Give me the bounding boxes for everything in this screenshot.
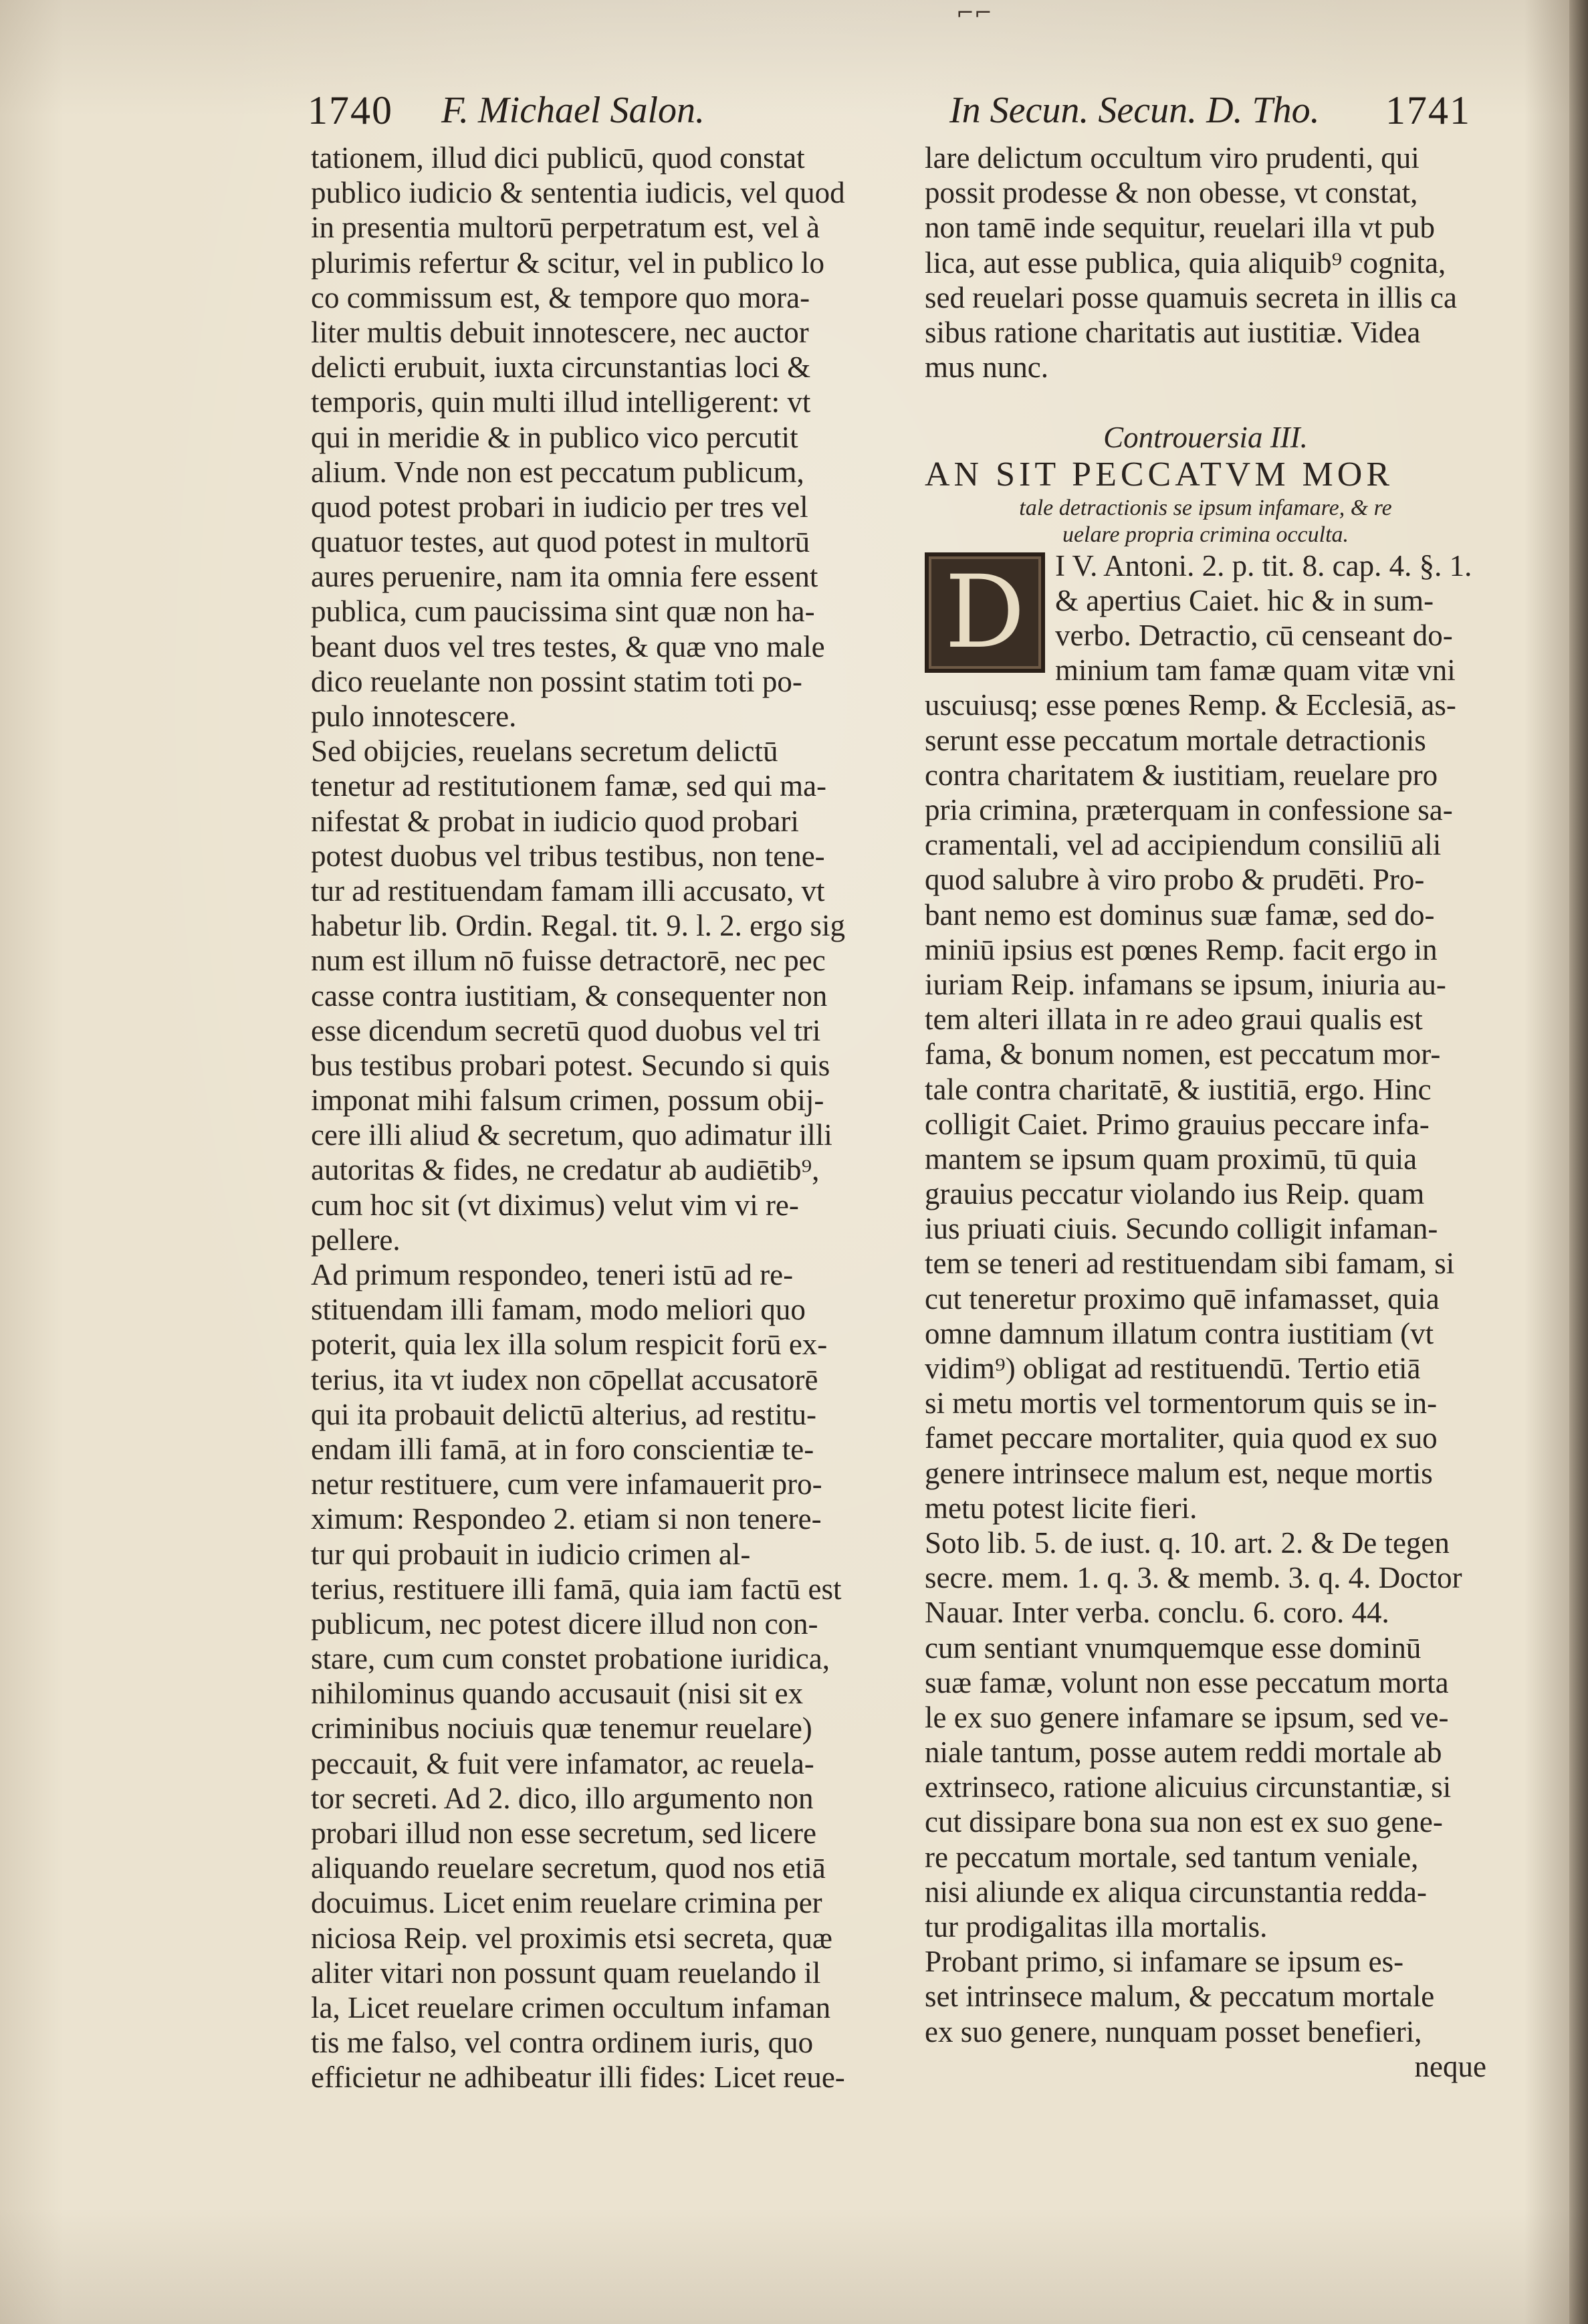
- page-binding-shadow: [1569, 0, 1588, 2324]
- text-line: num est illum nō fuisse detractorē, nec pec: [311, 944, 826, 978]
- right-page-header: [923, 80, 1471, 140]
- text-line: le ex suo genere infamare se ipsum, sed ve-: [925, 1700, 1449, 1734]
- text-line: mus nunc.: [925, 350, 1048, 385]
- text-line: terius, ita vt iudex non cōpellat accusatorē: [311, 1362, 818, 1396]
- text-line: colligit Caiet. Primo grauius peccare infa-: [925, 1107, 1430, 1141]
- text-line: cere illi aliud & secretum, quo adimatur illi: [311, 1118, 832, 1152]
- text-line: tale contra charitatē, & iustitiā, ergo. Hinc: [925, 1072, 1432, 1106]
- right-page-number: 1741: [1385, 88, 1471, 132]
- text-line: beant duos vel tres testes, & quæ vno male: [311, 629, 825, 663]
- text-line: stare, cum cum constet probatione iuridica,: [311, 1642, 830, 1676]
- text-line: tur prodigalitas illa mortalis.: [925, 1910, 1268, 1943]
- text-line: qui in meridie & in publico vico percutit: [311, 420, 798, 454]
- text-line: pellere.: [311, 1223, 401, 1257]
- text-line: cut teneretur proximo quē infamasset, quia: [925, 1281, 1440, 1315]
- text-line: probari illud non esse secretum, sed licere: [311, 1816, 816, 1850]
- text-line: habetur lib. Ordin. Regal. tit. 9. l. 2. ergo sig: [311, 909, 846, 943]
- text-line: autoritas & fides, ne credatur ab audiētib⁹,: [311, 1153, 820, 1187]
- text-line: niciosa Reip. vel proximis etsi secreta, quæ: [311, 1921, 832, 1955]
- text-line: cum sentiant vnumquemque esse dominū: [925, 1630, 1422, 1665]
- text-line: grauius peccatur violando ius Reip. quam: [925, 1177, 1425, 1211]
- text-line: qui ita probauit delictū alterius, ad restitu-: [311, 1397, 817, 1431]
- text-line: criminibus nociuis quæ tenemur reuelare): [311, 1711, 812, 1746]
- text-line: tur qui probauit in iudicio crimen al-: [311, 1537, 751, 1571]
- text-line: tor secreti. Ad 2. dico, illo argumento non: [311, 1781, 814, 1815]
- text-line: esse dicendum secretū quod duobus vel tri: [311, 1013, 821, 1047]
- text-line: verbo. Detractio, cū censeant do-: [1055, 619, 1453, 653]
- text-line: terius, restituere illi famā, quia iam factū est: [311, 1572, 842, 1606]
- text-line: aliter vitari non possunt quam reuelando il: [311, 1956, 821, 1990]
- text-line: si metu mortis vel tormentorum quis se in-: [925, 1386, 1438, 1420]
- text-line: ximum: Respondeo 2. etiam si non tenere-: [311, 1502, 822, 1536]
- text-line: secre. mem. 1. q. 3. & memb. 3. q. 4. Doctor: [925, 1561, 1462, 1595]
- text-line: I V. Antoni. 2. p. tit. 8. cap. 4. §. 1.: [1055, 548, 1472, 583]
- print-mark: ⌐⌐: [956, 0, 992, 25]
- section-subtitle-line: uelare propria crimina occulta.: [1062, 522, 1349, 547]
- text-line: quatuor testes, aut quod potest in multorū: [311, 525, 810, 559]
- left-running-title: F. Michael Salon.: [441, 90, 705, 131]
- text-line: quod salubre à viro probo & prudēti. Pro-: [925, 863, 1425, 897]
- text-line: minium tam famæ quam vitæ vni: [1055, 653, 1456, 688]
- text-line: netur restituere, cum vere infamauerit pro-: [311, 1467, 822, 1501]
- text-line: nihilominus quando accusauit (nisi sit ex: [311, 1677, 804, 1711]
- text-line: bant nemo est dominus suæ famæ, sed do-: [925, 897, 1435, 932]
- text-line: aures peruenire, nam ita omnia fere essent: [311, 560, 818, 594]
- text-line: serunt esse peccatum mortale detractionis: [925, 723, 1426, 757]
- text-line: in presentia multorū perpetratum est, vel à: [311, 211, 820, 245]
- text-line: temporis, quin multi illud intelligerent: vt: [311, 385, 811, 419]
- left-page-header: [308, 80, 909, 140]
- left-text-column: [311, 140, 899, 2095]
- controversia-heading: Controuersia III.: [1103, 420, 1308, 454]
- text-line: delicti erubuit, iuxta circunstantias loci &: [311, 350, 811, 385]
- text-line: suæ famæ, volunt non esse peccatum morta: [925, 1665, 1449, 1699]
- left-page-number: 1740: [308, 88, 393, 132]
- text-line: ius priuati ciuis. Secundo colligit infaman-: [925, 1212, 1438, 1246]
- text-line: niale tantum, posse autem reddi mortale ab: [925, 1735, 1442, 1770]
- catchword: neque: [1414, 2049, 1486, 2083]
- text-line: non tamē inde sequitur, reuelari illa vt pub: [925, 211, 1435, 245]
- section-title: AN SIT PECCATVM MOR: [925, 455, 1394, 494]
- text-line: dico reuelante non possint statim toti po-: [311, 664, 802, 698]
- text-line: ex suo genere, nunquam posset benefieri,: [925, 2014, 1422, 2048]
- text-line: tem alteri illata in re adeo graui qualis est: [925, 1002, 1423, 1037]
- text-line: tenetur ad restitutionem famæ, sed qui ma-: [311, 769, 827, 803]
- text-line: lare delictum occultum viro prudenti, qui: [925, 141, 1420, 175]
- right-running-title: In Secun. Secun. D. Tho.: [949, 90, 1320, 131]
- text-line: & apertius Caiet. hic & in sum-: [1055, 583, 1434, 617]
- text-line: nisi aliunde ex aliqua circunstantia redda-: [925, 1875, 1427, 1909]
- text-line: endam illi famā, at in foro conscientiæ te-: [311, 1432, 814, 1466]
- text-line: tationem, illud dici publicū, quod constat: [311, 141, 805, 175]
- text-line: metu potest licite fieri.: [925, 1491, 1198, 1525]
- text-line: nifestat & probat in iudicio quod probari: [311, 804, 799, 838]
- text-line: cramentali, vel ad accipiendum consiliū ali: [925, 828, 1442, 862]
- text-line: tem se teneri ad restituendam sibi famam, si: [925, 1247, 1455, 1281]
- text-line: alium. Vnde non est peccatum publicum,: [311, 455, 804, 489]
- text-line: vidim⁹) obligat ad restituendū. Tertio etiā: [925, 1352, 1421, 1385]
- text-line: sibus ratione charitatis aut iustitiæ. Videa: [925, 315, 1421, 349]
- text-line: efficietur ne adhibeatur illi fides: Licet reue-: [311, 2061, 845, 2095]
- text-line: pulo innotescere.: [311, 700, 517, 733]
- text-line: casse contra iustitiam, & consequenter non: [311, 978, 828, 1013]
- text-line: Soto lib. 5. de iust. q. 10. art. 2. & De tegen: [925, 1525, 1450, 1560]
- text-line: sed reuelari posse quamuis secreta in illis ca: [925, 280, 1457, 314]
- text-line: publica, cum paucissima sint quæ non ha-: [311, 595, 815, 629]
- text-line: genere intrinsece malum est, neque mortis: [925, 1456, 1433, 1490]
- text-line: lica, aut esse publica, quia aliquib⁹ cognita,: [925, 245, 1446, 280]
- text-line: famet peccare mortaliter, quia quod ex suo: [925, 1421, 1438, 1455]
- text-line: possit prodesse & non obesse, vt constat,: [925, 176, 1418, 210]
- text-line: cut dissipare bona sua non est ex suo gene-: [925, 1805, 1443, 1839]
- text-line: contra charitatem & iustitiam, reuelare pro: [925, 758, 1438, 792]
- text-line: Sed obijcies, reuelans secretum delictū: [311, 734, 778, 768]
- text-line: iuriam Reip. infamans se ipsum, iniuria au-: [925, 967, 1446, 1001]
- text-line: fama, & bonum nomen, est peccatum mor-: [925, 1037, 1441, 1071]
- text-line: potest duobus vel tribus testibus, non tene-: [311, 839, 825, 873]
- text-line: re peccatum mortale, sed tantum veniale,: [925, 1840, 1419, 1874]
- text-line: Ad primum respondeo, teneri istū ad re-: [311, 1258, 794, 1291]
- text-line: la, Licet reuelare crimen occultum infaman: [311, 1990, 831, 2024]
- text-line: liter multis debuit innotescere, nec auctor: [311, 315, 809, 349]
- text-line: Probant primo, si infamare se ipsum es-: [925, 1945, 1404, 1979]
- text-line: quod potest probari in iudicio per tres vel: [311, 490, 808, 524]
- text-line: aliquando reuelare secretum, quod nos etiā: [311, 1851, 826, 1885]
- decorated-initial: D: [925, 552, 1045, 673]
- text-line: tur ad restituendam famam illi accusato, vt: [311, 873, 825, 908]
- text-line: poterit, quia lex illa solum respicit forū ex-: [311, 1328, 828, 1362]
- text-line: omne damnum illatum contra iustitiam (vt: [925, 1316, 1434, 1350]
- text-line: extrinseco, ratione alicuius circunstantiæ, si: [925, 1770, 1452, 1804]
- text-line: peccauit, & fuit vere infamator, ac reuela-: [311, 1746, 814, 1780]
- blank-line: [925, 385, 1486, 419]
- section-subtitle-line: tale detractionis se ipsum infamare, & re: [1019, 495, 1392, 520]
- right-text-column: [925, 140, 1486, 2084]
- text-line: plurimis refertur & scitur, vel in publico lo: [311, 245, 825, 280]
- text-line: Nauar. Inter verba. conclu. 6. coro. 44.: [925, 1596, 1389, 1630]
- text-line: cum hoc sit (vt diximus) velut vim vi re-: [311, 1188, 799, 1222]
- text-line: miniū ipsius est pœnes Remp. facit ergo in: [925, 932, 1438, 966]
- text-line: stituendam illi famam, modo meliori quo: [311, 1293, 806, 1327]
- text-line: uscuiusq; esse pœnes Remp. & Ecclesiā, as-: [925, 688, 1456, 722]
- text-line: tis me falso, vel contra ordinem iuris, quo: [311, 2026, 814, 2060]
- text-line: pria crimina, præterquam in confessione sa-: [925, 793, 1453, 827]
- text-line: publicum, nec potest dicere illud non con-: [311, 1606, 818, 1641]
- text-line: co commissum est, & tempore quo mora-: [311, 280, 810, 314]
- text-line: docuimus. Licet enim reuelare crimina per: [311, 1886, 822, 1920]
- text-line: set intrinsece malum, & peccatum mortale: [925, 1980, 1435, 2014]
- text-line: mantem se ipsum quam proximū, tū quia: [925, 1142, 1417, 1176]
- text-line: bus testibus probari potest. Secundo si quis: [311, 1048, 830, 1082]
- text-line: imponat mihi falsum crimen, possum obij-: [311, 1083, 824, 1118]
- text-line: publico iudicio & sententia iudicis, vel quod: [311, 176, 845, 210]
